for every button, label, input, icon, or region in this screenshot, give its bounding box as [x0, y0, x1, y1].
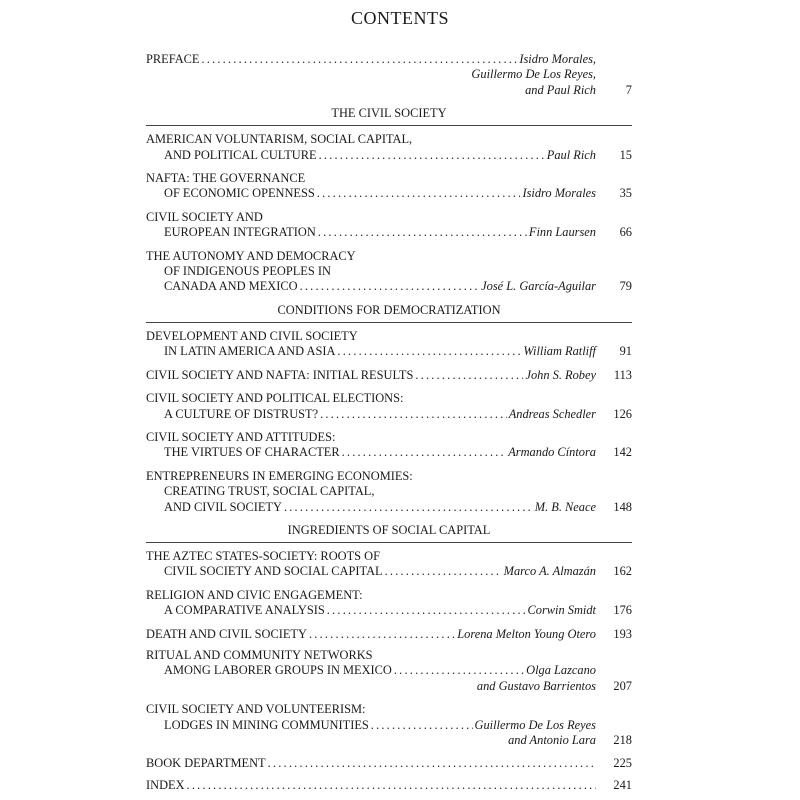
entry-author: Guillermo De Los Reyes,	[471, 67, 596, 82]
toc-entry[interactable]	[146, 627, 632, 642]
entry-title-line	[146, 52, 632, 67]
entry-title-line	[146, 603, 632, 618]
toc-entry[interactable]	[146, 549, 632, 580]
entry-title-line	[146, 344, 632, 359]
dot-leader	[327, 603, 526, 618]
entry-title-line	[146, 225, 632, 240]
entry-title: CANADA AND MEXICO	[164, 279, 298, 294]
toc-entry-preface[interactable]	[146, 52, 632, 98]
toc-entry[interactable]	[146, 469, 632, 515]
entry-author: Armando Cíntora	[508, 445, 596, 460]
entry-author: Paul Rich	[546, 147, 596, 162]
entry-author: and Antonio Lara	[508, 733, 596, 747]
entry-author: Isidro Morales,	[519, 52, 596, 66]
entry-title: OF ECONOMIC OPENNESS	[164, 186, 315, 201]
toc-entry[interactable]	[146, 329, 632, 360]
toc-entry[interactable]	[146, 391, 632, 422]
entry-title-line	[146, 564, 632, 579]
entry-title: CIVIL SOCIETY AND POLITICAL ELECTIONS:	[146, 391, 404, 406]
entry-page-number: 113	[613, 367, 632, 382]
entry-page-number: 225	[613, 756, 632, 771]
entry-title: CIVIL SOCIETY AND SOCIAL CAPITAL	[164, 564, 383, 579]
entry-title-line	[146, 445, 632, 460]
entry-title: BOOK DEPARTMENT	[146, 756, 266, 771]
entry-title: CIVIL SOCIETY AND NAFTA: INITIAL RESULTS	[146, 367, 414, 382]
entry-page-number: 142	[613, 445, 632, 460]
entry-title: A COMPARATIVE ANALYSIS	[164, 603, 325, 618]
dot-leader	[385, 564, 502, 579]
toc-entry[interactable]	[146, 430, 632, 461]
entry-title: INDEX	[146, 777, 185, 792]
entry-title: AND CIVIL SOCIETY	[164, 499, 282, 514]
section-heading: THE CIVIL SOCIETY	[146, 106, 632, 126]
entry-title: CIVIL SOCIETY AND	[146, 209, 263, 224]
entry-author: Andreas Schedler	[508, 406, 596, 421]
entry-author: William Ratliff	[523, 344, 596, 359]
entry-page-number: 162	[613, 564, 632, 579]
entry-author: Guillermo De Los Reyes	[474, 717, 596, 732]
entry-title: PREFACE	[146, 52, 200, 66]
entry-author: Finn Laursen	[528, 225, 596, 240]
dot-leader	[187, 778, 596, 793]
entry-title-line	[146, 186, 632, 201]
entry-page-number: 218	[613, 733, 632, 747]
entry-title-line	[146, 718, 632, 733]
entry-title: OF INDIGENOUS PEOPLES IN	[164, 264, 331, 279]
entry-title: CIVIL SOCIETY AND VOLUNTEERISM:	[146, 702, 366, 717]
dot-leader	[337, 344, 521, 359]
entry-title-line	[146, 500, 632, 515]
entry-page-number: 241	[613, 777, 632, 792]
dot-leader	[318, 225, 527, 240]
entry-page-number: 176	[613, 603, 632, 618]
entry-title-line	[146, 368, 632, 383]
entry-author: Lorena Melton Young Otero	[457, 626, 596, 641]
dot-leader	[320, 407, 507, 422]
dot-leader	[268, 756, 596, 771]
dot-leader	[342, 445, 507, 460]
entry-author: Olga Lazcano	[526, 663, 596, 678]
entry-page-number: 35	[619, 186, 632, 201]
toc-entry[interactable]	[146, 702, 632, 748]
entry-title: RELIGION AND CIVIC ENGAGEMENT:	[146, 587, 363, 602]
entry-title: CIVIL SOCIETY AND ATTITUDES:	[146, 429, 336, 444]
entry-author: John S. Robey	[525, 367, 596, 382]
entry-author: and Paul Rich	[525, 82, 596, 97]
entry-page-number: 15	[619, 147, 632, 162]
toc-entry[interactable]	[146, 368, 632, 383]
dot-leader	[415, 368, 523, 383]
dot-leader	[201, 52, 517, 67]
entry-title: CREATING TRUST, SOCIAL CAPITAL,	[164, 484, 375, 499]
toc-entry-index[interactable]	[146, 778, 632, 793]
entry-title: ENTREPRENEURS IN EMERGING ECONOMIES:	[146, 468, 413, 483]
entry-title-line	[146, 279, 632, 294]
entry-title: AND POLITICAL CULTURE	[164, 147, 317, 162]
toc-entry[interactable]	[146, 171, 632, 202]
entry-title: LODGES IN MINING COMMUNITIES	[164, 717, 369, 732]
entry-author: and Gustavo Barrientos	[476, 678, 596, 693]
entry-title-line	[146, 148, 632, 163]
dot-leader	[371, 718, 473, 733]
entry-title: NAFTA: THE GOVERNANCE	[146, 171, 306, 186]
toc-entry[interactable]	[146, 132, 632, 163]
entry-title: THE VIRTUES OF CHARACTER	[164, 445, 340, 460]
entry-page-number: 79	[619, 279, 632, 294]
entry-title-line	[146, 663, 632, 678]
entry-page-number: 7	[625, 82, 632, 97]
entry-title: EUROPEAN INTEGRATION	[164, 225, 316, 240]
entry-author: Marco A. Almazán	[503, 564, 596, 579]
entry-title: A CULTURE OF DISTRUST?	[164, 406, 319, 421]
entry-title: THE AUTONOMY AND DEMOCRACY	[146, 248, 356, 263]
section-heading: INGREDIENTS OF SOCIAL CAPITAL	[146, 523, 632, 543]
page-title: CONTENTS	[351, 8, 449, 28]
entry-title-line	[146, 756, 632, 771]
dot-leader	[319, 148, 545, 163]
entry-title-line	[146, 407, 632, 422]
entry-author: Isidro Morales	[522, 186, 596, 201]
entry-title: IN LATIN AMERICA AND ASIA	[164, 344, 336, 359]
entry-title-line	[146, 778, 632, 793]
entry-page-number: 91	[619, 344, 632, 359]
entry-title: AMONG LABORER GROUPS IN MEXICO	[164, 663, 392, 678]
entry-page-number: 207	[613, 678, 632, 693]
toc-entry[interactable]	[146, 210, 632, 241]
toc-entry[interactable]	[146, 588, 632, 619]
entry-title: DEVELOPMENT AND CIVIL SOCIETY	[146, 328, 358, 343]
entry-title: DEATH AND CIVIL SOCIETY	[146, 626, 307, 641]
toc-entry-book-department[interactable]	[146, 756, 632, 771]
entry-author: José L. García-Aguilar	[481, 279, 596, 294]
entry-title: AMERICAN VOLUNTARISM, SOCIAL CAPITAL,	[146, 132, 413, 147]
entry-page-number: 148	[613, 499, 632, 514]
toc-entry[interactable]	[146, 648, 632, 694]
entry-title-line	[146, 627, 632, 642]
dot-leader	[284, 500, 533, 515]
dot-leader	[317, 186, 521, 201]
entry-title: THE AZTEC STATES-SOCIETY: ROOTS OF	[146, 548, 380, 563]
toc-entry[interactable]	[146, 249, 632, 295]
entry-page-number: 66	[619, 225, 632, 240]
section-heading: CONDITIONS FOR DEMOCRATIZATION	[146, 303, 632, 323]
entry-author: Corwin Smidt	[527, 603, 596, 618]
dot-leader	[309, 627, 455, 642]
dot-leader	[394, 663, 524, 678]
entry-author: M. B. Neace	[534, 499, 596, 514]
table-of-contents	[146, 52, 632, 799]
entry-page-number: 193	[613, 626, 632, 641]
dot-leader	[300, 279, 480, 294]
entry-page-number: 126	[613, 406, 632, 421]
entry-title: RITUAL AND COMMUNITY NETWORKS	[146, 647, 373, 662]
